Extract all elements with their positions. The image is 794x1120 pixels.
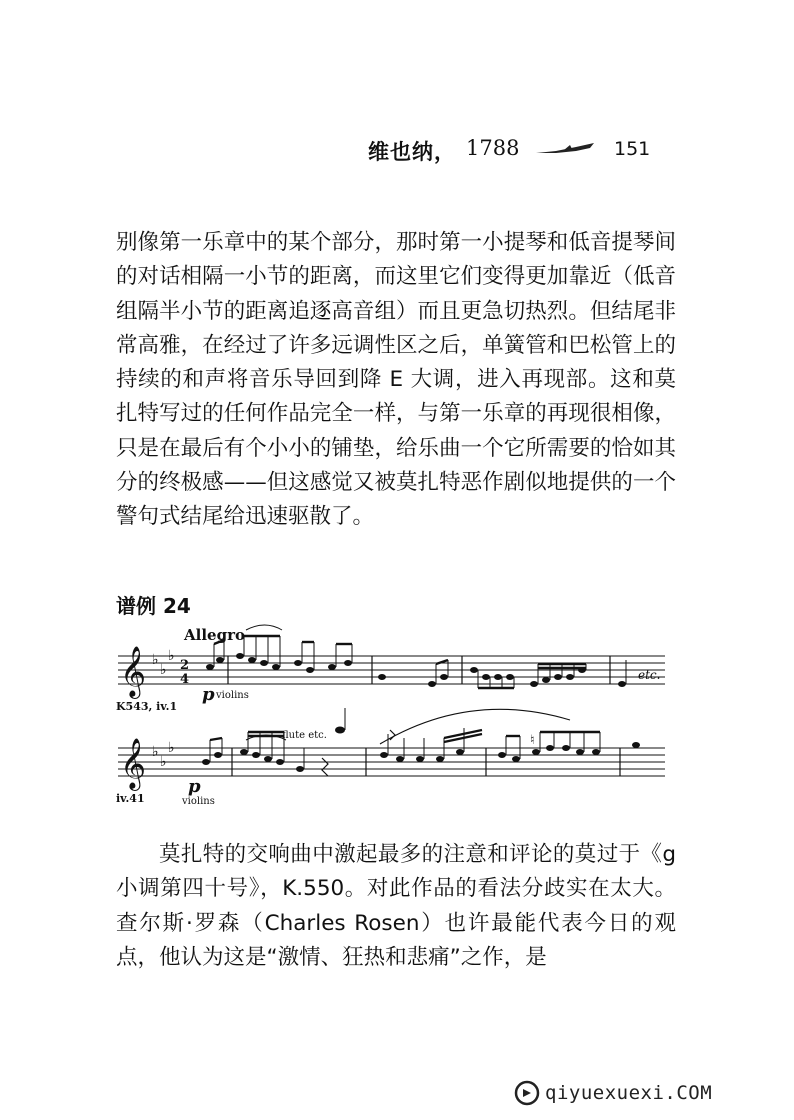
- watermark-text: qiyuexuexi.COM: [545, 1082, 713, 1104]
- music-example: [110, 620, 680, 825]
- etc-marking: etc.: [638, 668, 661, 682]
- svg-text:♭: ♭: [152, 652, 159, 668]
- svg-text:♭: ♭: [168, 740, 175, 756]
- slur-1: [246, 625, 282, 630]
- staff-2-beams: [210, 730, 600, 742]
- tempo-marking: Allegro: [184, 626, 245, 644]
- treble-clef-icon-2: 𝄞: [120, 738, 147, 789]
- svg-text:4: 4: [180, 672, 190, 687]
- instrument-label-2: violins: [182, 796, 215, 807]
- running-header-year: 1788: [466, 136, 520, 160]
- staff-2-notes: [202, 727, 640, 773]
- dynamic-marking-2: p: [188, 776, 201, 797]
- staff-1-beams: [214, 636, 586, 688]
- natural-sign-icon: ♮: [530, 733, 535, 748]
- example-label: 谱例 24: [116, 594, 191, 618]
- dynamic-marking-1: p: [202, 684, 215, 705]
- watermark-logo-icon: [512, 1078, 542, 1108]
- cue-label: flute etc.: [282, 730, 327, 741]
- instrument-label-1: violins: [216, 690, 249, 701]
- score-reference-2: iv.41: [116, 792, 145, 805]
- body-paragraph-1: 别像第一乐章中的某个部分，那时第一小提琴和低音提琴间的对话相隔一小节的距离，而这里它们变得更加靠近（低音组隔半小节的距离追逐高音组）而且更急切热烈。但结尾非常高雅，在经过了许多远调性区之后，单簧管和巴松管上的持续的和声将音乐导回到降 E 大调，进入再现部。这和莫扎特写过的任何作品完全一样，与第一乐章的再现很相像，只是在最后有个小小的铺垫，给乐曲一个它所需要的恰如其分的终极感——但这感觉又被莫扎特恶作剧似地提供的一个警句式结尾给迅速驱散了。: [116, 230, 676, 530]
- time-signature: [180, 658, 189, 687]
- svg-text:♭: ♭: [160, 662, 167, 678]
- svg-text:♭: ♭: [168, 648, 175, 664]
- key-signature-2: [152, 740, 175, 770]
- phrase-slur: [380, 709, 570, 744]
- svg-text:♭: ♭: [160, 754, 167, 770]
- svg-text:2: 2: [180, 658, 190, 673]
- header-ornament-icon: [536, 141, 594, 155]
- running-header-title: 维也纳，: [368, 139, 456, 164]
- body-paragraph-2: 莫扎特的交响曲中激起最多的注意和评论的莫过于《g 小调第四十号》，K.550。对此作品的看法分歧实在太大。查尔斯·罗森（Charles Rosen）也许最能代表今日的观点，他认为这是“激情、狂热和悲痛”之作，是: [116, 842, 676, 970]
- key-signature-1: [152, 648, 175, 678]
- page-number: 151: [614, 138, 651, 160]
- svg-text:♭: ♭: [152, 744, 159, 760]
- treble-clef-icon-1: 𝄞: [120, 646, 147, 697]
- running-header: [368, 136, 668, 166]
- score-reference-1: K543, iv.1: [116, 700, 178, 713]
- staff-1-stems: [214, 636, 626, 688]
